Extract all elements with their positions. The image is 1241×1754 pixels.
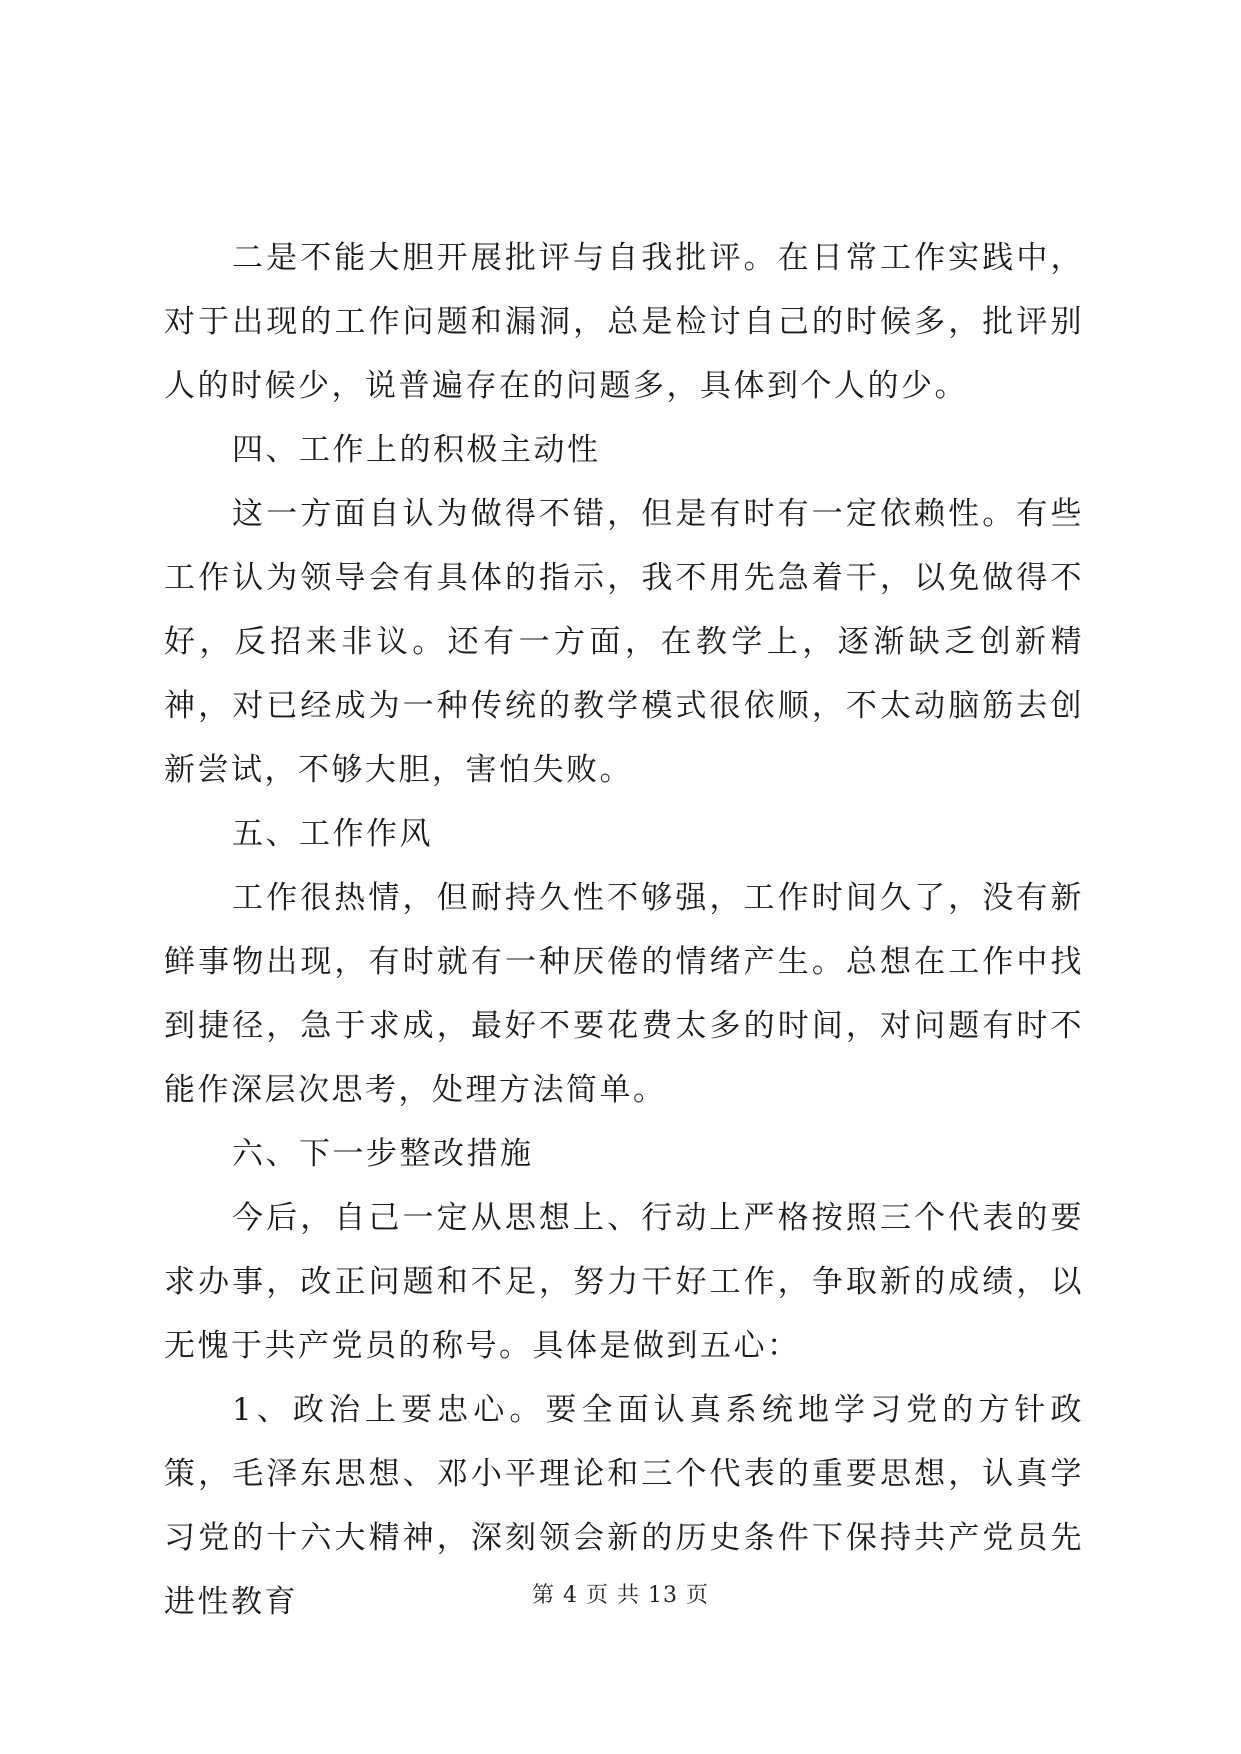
section-heading-initiative: 四、工作上的积极主动性 <box>232 432 601 468</box>
document-body <box>164 226 1084 1634</box>
paragraph-rectification: 今后，自己一定从思想上、行动上严格按照三个代表的要求办事，改正问题和不足，努力干好工作，争取新的成绩，以无愧于共产党员的称号。具体是做到五心： <box>164 1200 1084 1364</box>
paragraph-work-style: 工作很热情，但耐持久性不够强，工作时间久了，没有新鲜事物出现，有时就有一种厌倦的情绪产生。总想在工作中找到捷径，急于求成，最好不要花费太多的时间，对问题有时不能作深层次思考，处理方法简单。 <box>164 880 1084 1108</box>
paragraph-initiative: 这一方面自认为做得不错，但是有时有一定依赖性。有些工作认为领导会有具体的指示，我不用先急着干，以免做得不好，反招来非议。还有一方面，在教学上，逐渐缺乏创新精神，对已经成为一种传统的教学模式很依顺，不太动脑筋去创新尝试，不够大胆，害怕失败。 <box>164 496 1084 788</box>
paragraph-political-loyalty: 1、政治上要忠心。要全面认真系统地学习党的方针政策，毛泽东思想、邓小平理论和三个代表的重要思想，认真学习党的十六大精神，深刻领会新的历史条件下保持共产党员先进性教育 <box>164 1392 1084 1620</box>
section-heading-work-style: 五、工作作风 <box>232 816 433 852</box>
paragraph-criticism: 二是不能大胆开展批评与自我批评。在日常工作实践中，对于出现的工作问题和漏洞，总是检讨自己的时候多，批评别人的时候少，说普遍存在的问题多，具体到个人的少。 <box>164 240 1084 404</box>
section-heading-rectification: 六、下一步整改措施 <box>232 1136 534 1172</box>
page-number-footer: 第 4 页 共 13 页 <box>532 1583 709 1608</box>
